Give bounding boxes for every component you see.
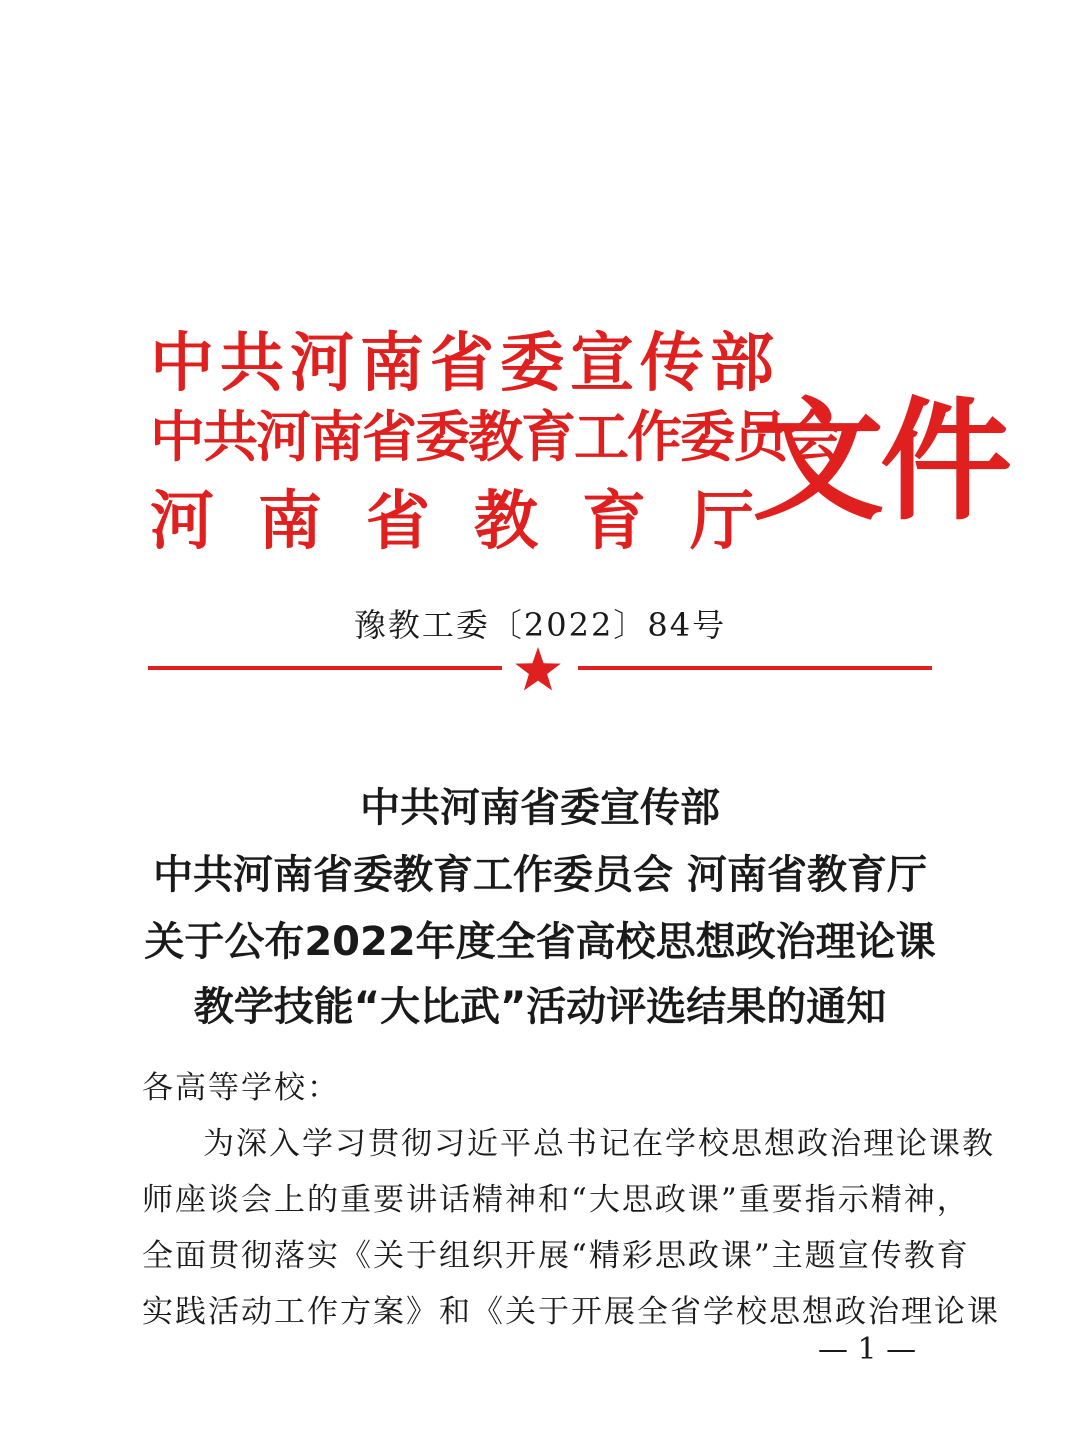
body-text-line: 师座谈会上的重要讲话精神和“大思政课”重要指示精神，	[142, 1182, 970, 1218]
red-rule-right	[578, 666, 932, 670]
issuer-line-education-committee: 中共河南省委教育工作委员会	[150, 405, 840, 469]
body-text-line: 实践活动工作方案》和《关于开展全省学校思想政治理论课	[142, 1294, 1000, 1330]
notice-title-line: 关于公布2022年度全省高校思想政治理论课	[144, 919, 936, 965]
page-number: — 1 —	[818, 1332, 917, 1367]
notice-title-line: 教学技能“大比武”活动评选结果的通知	[193, 984, 887, 1030]
red-rule-left	[148, 666, 502, 670]
notice-title-line: 中共河南省委宣传部	[360, 785, 720, 831]
document-type-label: 文件	[752, 385, 1008, 539]
issuer-line-education-dept: 河南省教育厅	[150, 485, 798, 559]
salutation: 各高等学校：	[142, 1070, 340, 1106]
issuer-line-propaganda-dept: 中共河南省委宣传部	[150, 327, 780, 401]
body-text-line: 全面贯彻落实《关于组织开展“精彩思政课”主题宣传教育	[142, 1238, 970, 1274]
body-text-line: 为深入学习贯彻习近平总书记在学校思想政治理论课教	[203, 1126, 995, 1162]
document-number: 豫教工委〔2022〕84号	[353, 606, 727, 644]
red-star-icon	[514, 646, 562, 692]
notice-title-line: 中共河南省委教育工作委员会 河南省教育厅	[153, 852, 927, 898]
